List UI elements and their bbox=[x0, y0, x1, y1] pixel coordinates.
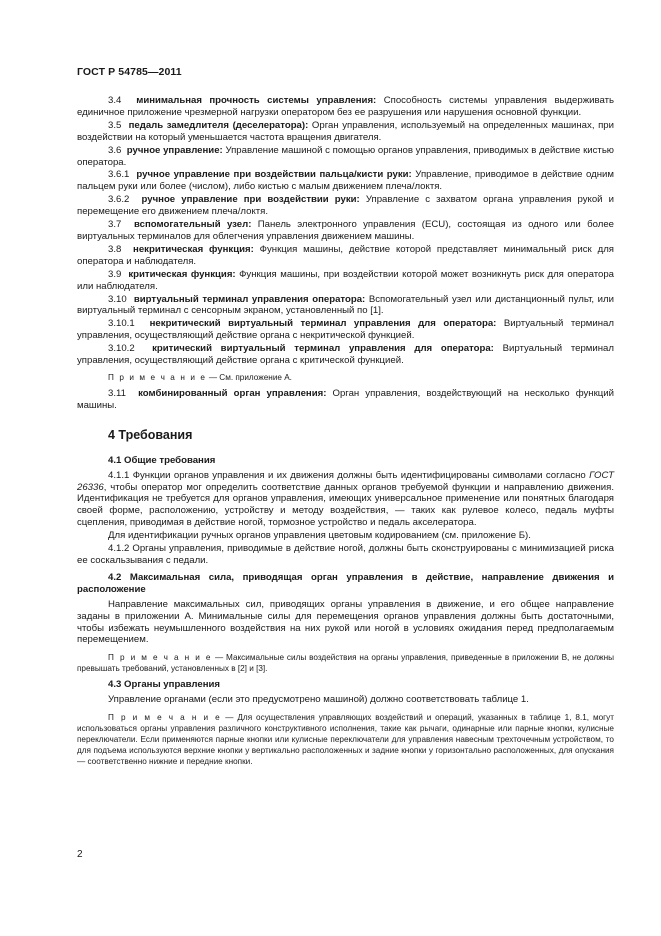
definition-text: Функция машины, действие которой представляет минимальный риск для оператора и наблюдателя. bbox=[77, 243, 614, 267]
definition-3-4 bbox=[77, 95, 614, 119]
document-body bbox=[77, 95, 614, 767]
note-1: П р и м е ч а н и е — См. приложение А. bbox=[108, 372, 292, 382]
definition-text: Управление с захватом органа управления рукой и перемещение его движением плеча/локтя. bbox=[77, 194, 614, 218]
definitions-list bbox=[77, 95, 614, 367]
definition-term: ручное управление: bbox=[126, 144, 223, 156]
paragraph-4-1-1-color: Для идентификации ручных органов управления цветовым кодированием (см. приложение Б). bbox=[108, 530, 531, 542]
definition-number: 3.9 bbox=[108, 268, 122, 280]
section-4-2-title: 4.2 Максимальная сила, приводящая орган управления в действие, направление движения и расположение bbox=[77, 571, 614, 595]
note-2: П р и м е ч а н и е — Максимальные силы воздействия на органы управления, приведенные в приложении В, не должны превышать требований, установленных в [2] и [3]. bbox=[77, 653, 614, 674]
definition-text: Функция машины, при воздействии которой может возникнуть риск для оператора или наблюдателя. bbox=[77, 268, 614, 292]
note-3: П р и м е ч а н и е — Для осуществления управляющих воздействий и операций, указанных в таблице 1, 8.1, могут использоваться органы управления различного конструктивного исполнения, такие как рычаги, одинарные или парные кнопки, кулисные переключатели. Если применяются парные кнопки или кулисные переключатели для управления навесным трехточечным устройством, то для подъема используются верхние кнопки у вертикально расположенных и задние кнопки у горизонтально расположенных, для опускания — соответственно нижние и передние кнопки. bbox=[77, 713, 614, 767]
definition-term: педаль замедлителя (деселератора): bbox=[128, 119, 309, 131]
definition-3-6 bbox=[77, 145, 614, 169]
paragraph-4-3: Управление органами (если это предусмотрено машиной) должно соответствовать таблице 1. bbox=[108, 694, 529, 706]
definition-number: 3.6.1 bbox=[108, 169, 130, 181]
page-number: 2 bbox=[77, 849, 83, 860]
definition-term: ручное управление при воздействии руки: bbox=[141, 194, 360, 206]
definition-number: 3.6.2 bbox=[108, 194, 130, 206]
definition-number: 3.6 bbox=[108, 144, 122, 156]
definition-3-6-2 bbox=[77, 194, 614, 218]
definition-3-9 bbox=[77, 269, 614, 293]
definition-term: критический виртуальный терминал управления для оператора: bbox=[152, 343, 494, 355]
definition-number: 3.4 bbox=[108, 95, 122, 106]
definition-text: Управление машиной с помощью органов управления, приводимых в действие кистью оператора. bbox=[77, 144, 615, 168]
section-4-3-title: 4.3 Органы управления bbox=[108, 679, 221, 691]
paragraph-4-2: Направление максимальных сил, приводящих органы управления в движение, и его общее направление заданы в приложении А. Минимальные силы для перемещения органов управления должны быть достаточными, чтобы избежать неумышленного воздействия на них рукой или ногой в условиях ожидания перед предполагаемым перемещением. bbox=[77, 598, 614, 646]
definition-term: минимальная прочность системы управления: bbox=[136, 95, 377, 106]
definition-3-10-2 bbox=[77, 343, 614, 367]
definition-text: Способность системы управления выдерживать единичное приложение чрезмерной нагрузки оператором без ее разрушения или нарушения основной функции. bbox=[77, 95, 614, 118]
section-4-1-title: 4.1 Общие требования bbox=[108, 454, 216, 466]
definition-text: Виртуальный терминал управления, осуществляющий действие органа с критической функцией. bbox=[77, 343, 614, 367]
definition-3-11: 3.11 комбинированный орган управления: Орган управления, воздействующий на несколько функций машины. bbox=[77, 387, 614, 411]
paragraph-4-1-1: 4.1.1 Функции органов управления и их движения должны быть идентифицированы символами согласно ГОСТ 26336, чтобы оператор мог определить соответствие данных органов требуемой функции и направлению движения. Идентификация не требуется для органов управления, имеющих универсальное применение или понятных благодаря своей форме, расположению, устройству и методу воздействия, — таких как рулевое колесо, педаль муфты сцепления, приводимая в действие ногой, тормозное устройство и педаль акселератора. bbox=[77, 469, 614, 529]
definition-number: 3.10 bbox=[108, 293, 127, 305]
definition-term: критическая функция: bbox=[128, 268, 236, 280]
document-header: ГОСТ Р 54785—2011 bbox=[77, 66, 182, 78]
definition-text: Вспомогательный узел или дистанционный пульт, или виртуальный терминал с сенсорным экраном, установленный по [1]. bbox=[77, 293, 614, 317]
definition-number: 3.8 bbox=[108, 243, 122, 255]
definition-number: 3.7 bbox=[108, 219, 122, 231]
definition-3-7 bbox=[77, 219, 614, 243]
definition-term: ручное управление при воздействии пальца/кисти руки: bbox=[136, 169, 412, 181]
definition-3-5 bbox=[77, 120, 614, 144]
definition-number: 3.5 bbox=[108, 119, 122, 131]
definition-number: 3.10.1 bbox=[108, 318, 135, 330]
definition-3-10-1 bbox=[77, 318, 614, 342]
definition-3-10 bbox=[77, 294, 614, 318]
definition-text: Орган управления, используемый на определенных машинах, при воздействии на который уменьшается частота вращения двигателя. bbox=[77, 119, 614, 143]
definition-term: некритический виртуальный терминал управления для оператора: bbox=[149, 318, 497, 330]
definition-term: некритическая функция: bbox=[133, 243, 254, 255]
section-4-title: 4 Требования bbox=[108, 427, 193, 442]
paragraph-4-1-2: 4.1.2 Органы управления, приводимые в действие ногой, должны быть сконструированы с минимизацией риска ее соскальзывания с педали. bbox=[77, 543, 614, 566]
definition-text: Управление, приводимое в действие одним пальцем руки или более (числом), либо кистью с малым движением плеча/локтя. bbox=[77, 169, 614, 193]
definition-text: Панель электронного управления (ECU), состоящая из одного или более виртуальных терминалов для облегчения управления движением машины. bbox=[77, 219, 614, 242]
definition-term: виртуальный терминал управления оператора: bbox=[133, 293, 366, 305]
definition-text: Виртуальный терминал управления, осуществляющий действие органа с некритической функцией. bbox=[77, 318, 614, 342]
definition-3-8 bbox=[77, 244, 614, 268]
definition-3-6-1 bbox=[77, 169, 614, 193]
definition-term: вспомогательный узел: bbox=[134, 219, 252, 231]
definition-number: 3.10.2 bbox=[108, 343, 135, 355]
